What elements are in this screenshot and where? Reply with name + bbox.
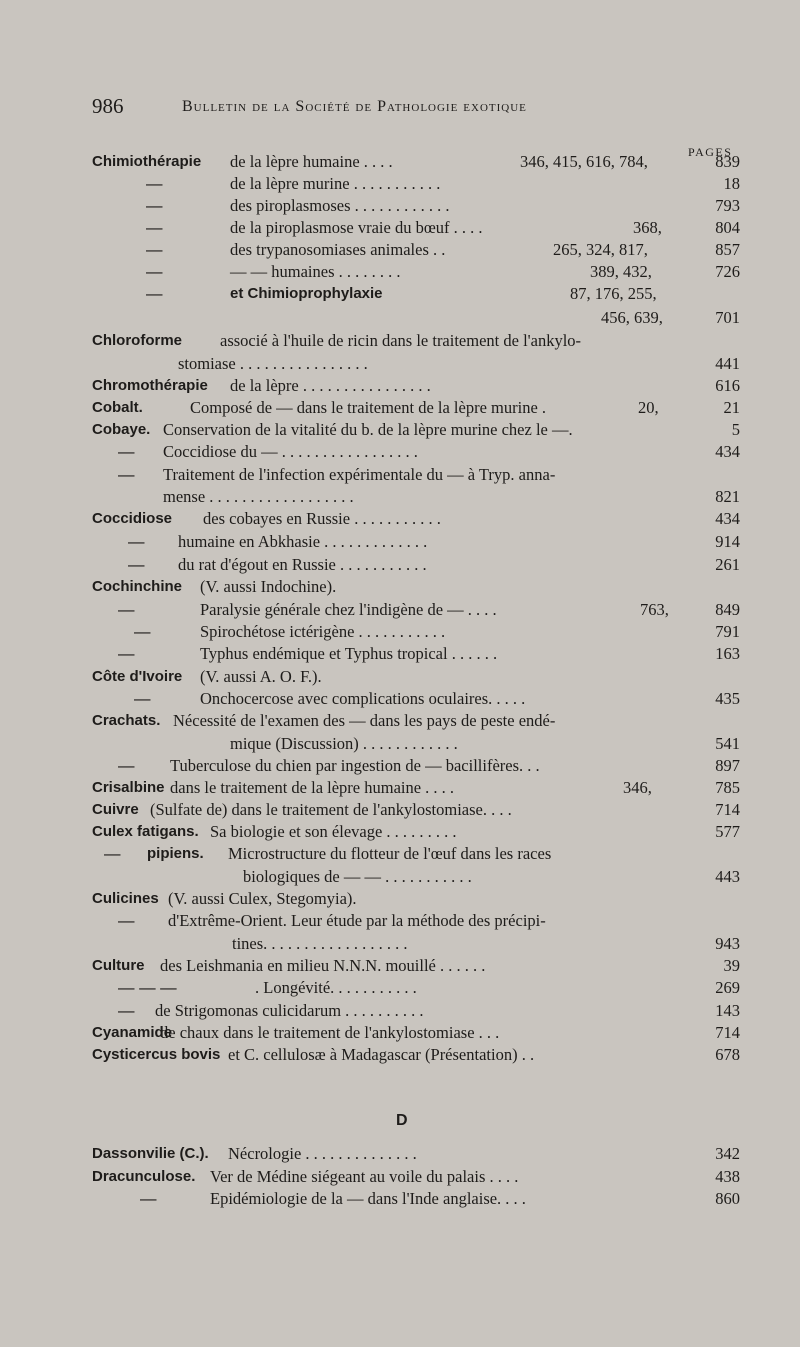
entry-text: Epidémiologie de la — dans l'Inde anglaise. . . . bbox=[210, 1189, 526, 1208]
entry-dash: — bbox=[140, 1190, 157, 1208]
entry-dash: — bbox=[146, 197, 163, 215]
index-entry bbox=[0, 1143, 800, 1165]
entry-text: Ver de Médine siégeant au voile du palais . . . . bbox=[210, 1167, 519, 1186]
entry-term: Culicines bbox=[92, 890, 159, 907]
entry-text: Sa biologie et son élevage . . . . . . . . . bbox=[210, 822, 457, 841]
index-entry bbox=[0, 375, 800, 397]
entry-term: Coccidiose bbox=[92, 510, 173, 527]
index-entry bbox=[0, 239, 800, 261]
entry-page: 269 bbox=[715, 978, 740, 997]
index-entry bbox=[0, 1000, 800, 1022]
page-number: 986 bbox=[92, 94, 124, 118]
entry-page: 785 bbox=[715, 778, 740, 797]
entry-page: 897 bbox=[715, 756, 740, 775]
entry-page: 678 bbox=[715, 1045, 740, 1064]
index-entry bbox=[0, 710, 800, 732]
entry-text: dans le traitement de la lèpre humaine . . . . bbox=[170, 778, 455, 797]
index-entry bbox=[0, 1166, 800, 1188]
index-entry bbox=[0, 531, 800, 553]
entry-page: 435 bbox=[715, 689, 740, 708]
index-entry bbox=[0, 173, 800, 195]
entry-page: 726 bbox=[715, 262, 740, 281]
index-entry bbox=[0, 643, 800, 665]
index-entry bbox=[0, 888, 800, 910]
index-entry bbox=[0, 1044, 800, 1066]
entry-text: associé à l'huile de ricin dans le traitement de l'ankylo- bbox=[220, 331, 582, 350]
entry-page: 839 bbox=[715, 152, 740, 171]
index-entry bbox=[0, 755, 800, 777]
entry-text: des cobayes en Russie . . . . . . . . . . . bbox=[203, 509, 441, 528]
entry-page: 163 bbox=[715, 644, 740, 663]
entry-term: pipiens. bbox=[147, 845, 204, 862]
entry-page: 261 bbox=[715, 555, 740, 574]
entry-page: 441 bbox=[715, 354, 740, 373]
entry-text: Nécrologie . . . . . . . . . . . . . . bbox=[228, 1144, 417, 1163]
entry-term: Côte d'Ivoire bbox=[92, 668, 183, 685]
entry-term: Chimiothérapie bbox=[92, 153, 202, 170]
entry-page: 821 bbox=[715, 487, 740, 506]
entry-dash: — — — bbox=[118, 979, 177, 997]
entry-text: mique (Discussion) . . . . . . . . . . . . bbox=[230, 734, 458, 753]
section-letter: D bbox=[396, 1112, 408, 1129]
index-entry bbox=[0, 866, 800, 888]
entry-refs: 389, 432, bbox=[590, 262, 652, 281]
index-entry bbox=[0, 508, 800, 530]
index-entry bbox=[0, 283, 800, 305]
entry-text: Coccidiose du — . . . . . . . . . . . . . . . . . bbox=[163, 442, 418, 461]
entry-text: Tuberculose du chien par ingestion de — bacillifères. . . bbox=[170, 756, 540, 775]
entry-page: 616 bbox=[715, 376, 740, 395]
index-entry bbox=[0, 666, 800, 688]
index-entry bbox=[0, 195, 800, 217]
entry-term: Chloroforme bbox=[92, 332, 182, 349]
entry-text: — — humaines . . . . . . . . bbox=[230, 262, 401, 281]
index-entry bbox=[0, 486, 800, 508]
entry-page: 434 bbox=[715, 442, 740, 461]
entry-dash: — bbox=[134, 690, 151, 708]
entry-text: d'Extrême-Orient. Leur étude par la méthode des précipi- bbox=[168, 911, 546, 930]
index-entry bbox=[0, 733, 800, 755]
entry-dash: — bbox=[118, 466, 135, 484]
entry-page: 857 bbox=[715, 240, 740, 259]
entry-page: 714 bbox=[715, 1023, 740, 1042]
entry-text: Paralysie générale chez l'indigène de — . . . . bbox=[200, 600, 497, 619]
entry-text: de la lèpre humaine . . . . bbox=[230, 152, 393, 171]
entry-refs: 368, bbox=[633, 218, 662, 237]
index-entry bbox=[0, 554, 800, 576]
entry-text: de la piroplasmose vraie du bœuf . . . . bbox=[230, 218, 483, 237]
entry-dash: — bbox=[128, 533, 145, 551]
entry-term: Cuivre bbox=[92, 801, 139, 818]
entry-page: 914 bbox=[715, 532, 740, 551]
entry-refs: 346, 415, 616, 784, bbox=[520, 152, 648, 171]
entry-refs: 456, 639, bbox=[601, 308, 663, 327]
entry-dash: — bbox=[118, 912, 135, 930]
entry-term: Cochinchine bbox=[92, 578, 183, 595]
index-entry bbox=[0, 397, 800, 419]
index-entry bbox=[0, 441, 800, 463]
entry-text: (V. aussi Culex, Stegomyia). bbox=[168, 889, 357, 908]
index-entry bbox=[0, 688, 800, 710]
entry-text: de Strigomonas culicidarum . . . . . . . . . . bbox=[155, 1001, 424, 1020]
entry-page: 342 bbox=[715, 1144, 740, 1163]
index-entry bbox=[0, 353, 800, 375]
entry-dash: — bbox=[134, 623, 151, 641]
entry-page: 860 bbox=[715, 1189, 740, 1208]
entry-dash: — bbox=[104, 845, 121, 863]
index-entry bbox=[0, 1188, 800, 1210]
entry-term: Dassonvilie (C.). bbox=[92, 1145, 209, 1162]
entry-page: 849 bbox=[715, 600, 740, 619]
entry-term: Cobalt. bbox=[92, 399, 143, 416]
entry-text: de la lèpre murine . . . . . . . . . . . bbox=[230, 174, 441, 193]
entry-page: 943 bbox=[715, 934, 740, 953]
entry-text: Microstructure du flotteur de l'œuf dans les races bbox=[228, 844, 552, 863]
running-title: Bulletin de la Société de Pathologie exotique bbox=[182, 98, 527, 115]
index-entry bbox=[0, 821, 800, 843]
entry-dash: — bbox=[128, 556, 145, 574]
index-entry bbox=[0, 843, 800, 865]
index-entry bbox=[0, 151, 800, 173]
entry-text: (Sulfate de) dans le traitement de l'ankylostomiase. . . . bbox=[150, 800, 512, 819]
entry-page: 791 bbox=[715, 622, 740, 641]
index-entry bbox=[0, 464, 800, 486]
index-entry bbox=[0, 910, 800, 932]
entry-page: 438 bbox=[715, 1167, 740, 1186]
entry-refs: 346, bbox=[623, 778, 652, 797]
index-entry bbox=[0, 777, 800, 799]
index-entry bbox=[0, 1022, 800, 1044]
entry-dash: — bbox=[146, 175, 163, 193]
entry-text: Traitement de l'infection expérimentale du — à Tryp. anna- bbox=[163, 465, 556, 484]
entry-refs: 763, bbox=[640, 600, 669, 619]
entry-dash: — bbox=[118, 645, 135, 663]
entry-refs: 87, 176, 255, bbox=[570, 284, 657, 303]
entry-text: Nécessité de l'examen des — dans les pays de peste endé- bbox=[173, 711, 556, 730]
entry-text: de chaux dans le traitement de l'ankylostomiase . . . bbox=[160, 1023, 500, 1042]
entry-page: 804 bbox=[715, 218, 740, 237]
entry-page: 701 bbox=[715, 308, 740, 327]
entry-term: et Chimioprophylaxie bbox=[230, 285, 383, 302]
entry-term: Culture bbox=[92, 957, 145, 974]
index-entry bbox=[0, 933, 800, 955]
index-entry bbox=[0, 419, 800, 441]
entry-text: et C. cellulosæ à Madagascar (Présentation) . . bbox=[228, 1045, 535, 1064]
entry-page: 793 bbox=[715, 196, 740, 215]
entry-text: des piroplasmoses . . . . . . . . . . . . bbox=[230, 196, 450, 215]
entry-term: Crisalbine bbox=[92, 779, 165, 796]
entry-dash: — bbox=[146, 285, 163, 303]
index-entry bbox=[0, 576, 800, 598]
entry-text: Typhus endémique et Typhus tropical . . . . . . bbox=[200, 644, 498, 663]
entry-dash: — bbox=[146, 263, 163, 281]
index-entry bbox=[0, 307, 800, 329]
entry-page: 541 bbox=[715, 734, 740, 753]
entry-text: (V. aussi Indochine). bbox=[200, 577, 337, 596]
entry-text: humaine en Abkhasie . . . . . . . . . . . . . bbox=[178, 532, 428, 551]
entry-refs: 20, bbox=[638, 398, 659, 417]
index-entry bbox=[0, 217, 800, 239]
entry-dash: — bbox=[146, 241, 163, 259]
index-entry bbox=[0, 799, 800, 821]
entry-page: 577 bbox=[715, 822, 740, 841]
entry-refs: 265, 324, 817, bbox=[553, 240, 648, 259]
entry-term: Crachats. bbox=[92, 712, 161, 729]
entry-term: Cyanamide bbox=[92, 1024, 173, 1041]
entry-page: 5 bbox=[731, 420, 740, 439]
entry-page: 434 bbox=[715, 509, 740, 528]
entry-term: Dracunculose. bbox=[92, 1168, 196, 1185]
entry-text: des trypanosomiases animales . . bbox=[230, 240, 446, 259]
pages-column-label: PAGES bbox=[688, 145, 733, 159]
index-entry bbox=[0, 261, 800, 283]
entry-text: biologiques de — — . . . . . . . . . . . bbox=[243, 867, 472, 886]
entry-text: Conservation de la vitalité du b. de la lèpre murine chez le —. bbox=[163, 420, 573, 439]
entry-dash: — bbox=[118, 1002, 135, 1020]
index-entry bbox=[0, 977, 800, 999]
entry-page: 143 bbox=[715, 1001, 740, 1020]
entry-text: (V. aussi A. O. F.). bbox=[200, 667, 322, 686]
index-entry bbox=[0, 330, 800, 352]
running-header bbox=[92, 94, 652, 120]
entry-page: 714 bbox=[715, 800, 740, 819]
entry-text: stomiase . . . . . . . . . . . . . . . . bbox=[178, 354, 368, 373]
entry-dash: — bbox=[118, 601, 135, 619]
entry-dash: — bbox=[118, 443, 135, 461]
entry-text: . Longévité. . . . . . . . . . . bbox=[255, 978, 417, 997]
entry-text: Composé de — dans le traitement de la lèpre murine . bbox=[190, 398, 547, 417]
entry-term: Cysticercus bovis bbox=[92, 1046, 221, 1063]
entry-page: 18 bbox=[723, 174, 740, 193]
entry-term: Chromothérapie bbox=[92, 377, 208, 394]
entry-text: des Leishmania en milieu N.N.N. mouillé . . . . . . bbox=[160, 956, 486, 975]
entry-text: du rat d'égout en Russie . . . . . . . . . . . bbox=[178, 555, 427, 574]
entry-text: Onchocercose avec complications oculaires. . . . . bbox=[200, 689, 526, 708]
entry-page: 39 bbox=[723, 956, 740, 975]
entry-dash: — bbox=[118, 757, 135, 775]
entry-text: Spirochétose ictérigène . . . . . . . . . . . bbox=[200, 622, 446, 641]
index-entry bbox=[0, 599, 800, 621]
entry-text: tines. . . . . . . . . . . . . . . . . . bbox=[232, 934, 408, 953]
entry-text: mense . . . . . . . . . . . . . . . . . . bbox=[163, 487, 354, 506]
entry-dash: — bbox=[146, 219, 163, 237]
entry-text: de la lèpre . . . . . . . . . . . . . . . . bbox=[230, 376, 431, 395]
entry-term: Culex fatigans. bbox=[92, 823, 199, 840]
entry-page: 21 bbox=[723, 398, 740, 417]
index-entry bbox=[0, 621, 800, 643]
index-entry bbox=[0, 955, 800, 977]
entry-page: 443 bbox=[715, 867, 740, 886]
entry-term: Cobaye. bbox=[92, 421, 151, 438]
